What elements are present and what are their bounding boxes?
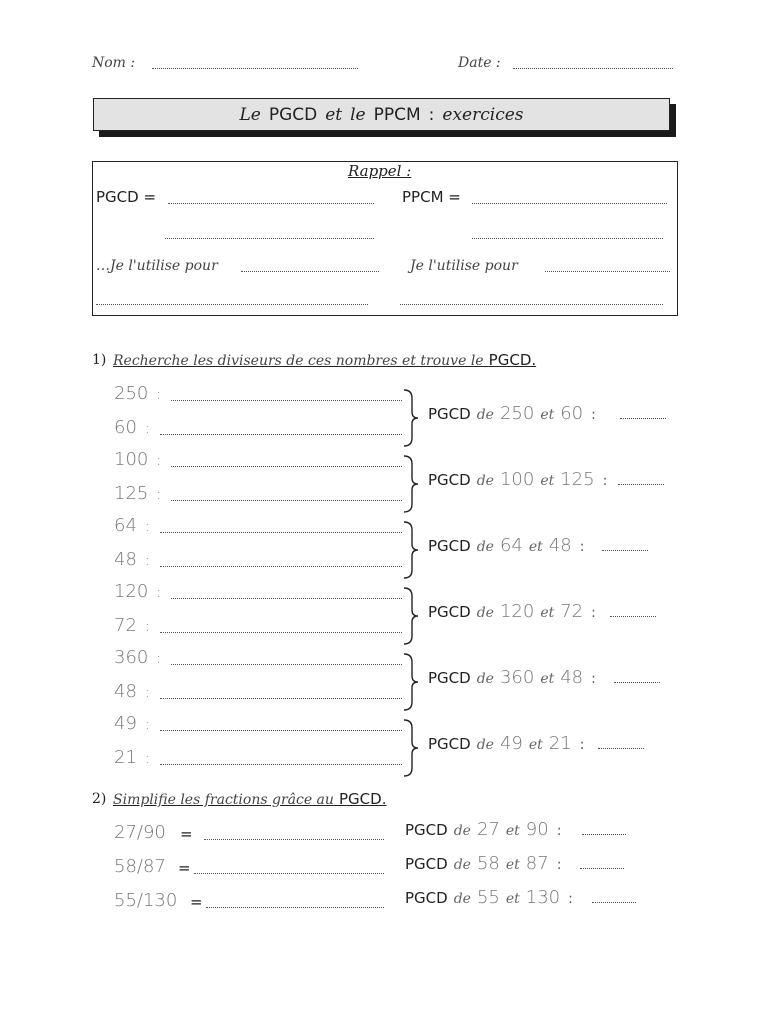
ppcm-definition-field-2[interactable]	[472, 238, 663, 239]
divisors-field[interactable]	[171, 500, 402, 501]
simplified-fraction-field[interactable]	[206, 907, 384, 908]
pgcd-definition-field-2[interactable]	[165, 238, 374, 239]
de-word: de	[476, 605, 494, 621]
ppcm-definition-label: PPCM =	[402, 188, 461, 206]
pgcd-use-field-2[interactable]	[96, 304, 368, 305]
name-field[interactable]	[152, 68, 358, 69]
ppcm-use-field-2[interactable]	[400, 304, 663, 305]
curly-brace-icon	[400, 520, 422, 580]
fraction-label: 27/90	[114, 822, 166, 843]
et-word: et	[540, 473, 555, 489]
pgcd-result	[428, 403, 596, 424]
number-label: 120 :	[114, 581, 162, 602]
divisors-field[interactable]	[171, 466, 402, 467]
number-b: 60	[560, 403, 584, 424]
date-label: Date :	[458, 55, 501, 71]
divisors-field[interactable]	[160, 730, 402, 731]
et-word: et	[505, 857, 520, 873]
curly-brace-icon	[400, 454, 422, 514]
colon-separator: :	[144, 553, 150, 569]
number-label: 360 :	[114, 647, 162, 668]
number-b: 48	[548, 535, 572, 556]
number-a: 360	[499, 667, 535, 688]
de-word: de	[476, 539, 494, 555]
ppcm-use-field[interactable]	[545, 271, 670, 272]
number-b: 72	[560, 601, 584, 622]
pgcd-word: PGCD	[428, 537, 471, 555]
colon-separator: :	[144, 751, 150, 767]
number-a: 120	[499, 601, 535, 622]
pgcd-answer-field[interactable]	[580, 868, 624, 869]
curly-brace-icon	[400, 718, 422, 778]
fraction-label: 55/130	[114, 890, 178, 911]
colon-separator: :	[144, 685, 150, 701]
pgcd-word: PGCD	[428, 405, 471, 423]
divisors-field[interactable]	[160, 566, 402, 567]
pgcd-result	[428, 469, 607, 490]
date-field[interactable]	[513, 68, 673, 69]
number-label: 100 :	[114, 449, 162, 470]
number-a: 55	[476, 887, 500, 908]
colon-separator: :	[156, 585, 162, 601]
et-word: et	[540, 605, 555, 621]
de-word: de	[476, 473, 494, 489]
pgcd-answer-field[interactable]	[614, 682, 660, 683]
colon-separator: :	[156, 487, 162, 503]
pgcd-result	[405, 887, 573, 908]
colon-separator: :	[568, 891, 573, 907]
exercise-1-number: 1)	[92, 352, 107, 368]
colon-separator: :	[144, 717, 150, 733]
pgcd-result	[428, 733, 584, 754]
number-label: 72 :	[114, 615, 150, 636]
title-banner	[93, 98, 670, 131]
colon-separator: :	[591, 671, 596, 687]
number-b: 87	[525, 853, 549, 874]
de-word: de	[453, 891, 471, 907]
number-a: 64	[499, 535, 523, 556]
equals-sign: =	[180, 825, 193, 843]
colon-separator: :	[556, 857, 562, 873]
number-b: 21	[548, 733, 572, 754]
ppcm-use-label: Je l'utilise pour	[410, 258, 518, 274]
rappel-heading: Rappel :	[348, 162, 412, 180]
divisors-field[interactable]	[160, 698, 402, 699]
number-label: 21 :	[114, 747, 150, 768]
de-word: de	[476, 671, 494, 687]
pgcd-definition-field[interactable]	[168, 203, 374, 204]
colon-separator: :	[602, 473, 608, 489]
number-b: 48	[560, 667, 584, 688]
pgcd-answer-field[interactable]	[592, 902, 636, 903]
pgcd-result	[428, 601, 596, 622]
pgcd-result	[405, 853, 561, 874]
et-word: et	[505, 891, 520, 907]
pgcd-use-field[interactable]	[241, 271, 379, 272]
pgcd-answer-field[interactable]	[620, 418, 666, 419]
curly-brace-icon	[400, 586, 422, 646]
colon-separator: :	[579, 737, 585, 753]
pgcd-answer-field[interactable]	[618, 484, 664, 485]
number-a: 250	[499, 403, 535, 424]
de-word: de	[453, 857, 471, 873]
pgcd-word: PGCD	[428, 669, 471, 687]
colon-separator: :	[156, 651, 162, 667]
page-title: Le PGCD et le PPCM : exercices	[93, 98, 670, 131]
number-a: 58	[476, 853, 500, 874]
colon-separator: :	[579, 539, 585, 555]
exercise-2-number: 2)	[92, 791, 107, 807]
et-word: et	[528, 737, 543, 753]
et-word: et	[540, 407, 555, 423]
ppcm-definition-field[interactable]	[472, 203, 667, 204]
pgcd-answer-field[interactable]	[610, 616, 656, 617]
de-word: de	[453, 823, 471, 839]
pgcd-word: PGCD	[428, 603, 471, 621]
colon-separator: :	[144, 421, 150, 437]
equals-sign: =	[178, 859, 191, 877]
colon-separator: :	[156, 453, 162, 469]
pgcd-word: PGCD	[405, 889, 448, 907]
pgcd-word: PGCD	[428, 735, 471, 753]
et-word: et	[540, 671, 555, 687]
divisors-field[interactable]	[160, 764, 402, 765]
simplified-fraction-field[interactable]	[194, 873, 384, 874]
curly-brace-icon	[400, 388, 422, 448]
number-b: 130	[525, 887, 561, 908]
divisors-field[interactable]	[171, 400, 402, 401]
exercise-1-instruction: Recherche les diviseurs de ces nombres et trouve le PGCD.	[113, 351, 537, 369]
number-label: 64 :	[114, 515, 150, 536]
colon-separator: :	[591, 407, 596, 423]
number-b: 125	[560, 469, 595, 490]
pgcd-definition-label: PGCD =	[96, 188, 157, 206]
colon-separator: :	[591, 605, 596, 621]
pgcd-answer-field[interactable]	[598, 748, 644, 749]
colon-separator: :	[156, 387, 162, 403]
de-word: de	[476, 737, 494, 753]
number-label: 48 :	[114, 549, 150, 570]
colon-separator: :	[144, 519, 150, 535]
colon-separator: :	[144, 619, 150, 635]
number-label: 250 :	[114, 383, 162, 404]
colon-separator: :	[556, 823, 562, 839]
et-word: et	[528, 539, 543, 555]
pgcd-word: PGCD	[405, 855, 448, 873]
de-word: de	[476, 407, 494, 423]
pgcd-use-label: …Je l'utilise pour	[96, 258, 218, 274]
pgcd-answer-field[interactable]	[602, 550, 648, 551]
divisors-field[interactable]	[160, 532, 402, 533]
pgcd-result	[405, 819, 561, 840]
divisors-field[interactable]	[171, 664, 402, 665]
number-label: 49 :	[114, 713, 150, 734]
fraction-label: 58/87	[114, 856, 166, 877]
pgcd-word: PGCD	[428, 471, 471, 489]
pgcd-answer-field[interactable]	[582, 834, 626, 835]
divisors-field[interactable]	[160, 434, 402, 435]
number-a: 49	[499, 733, 523, 754]
pgcd-result	[428, 535, 584, 556]
pgcd-word: PGCD	[405, 821, 448, 839]
pgcd-result	[428, 667, 596, 688]
simplified-fraction-field[interactable]	[204, 839, 384, 840]
number-a: 100	[499, 469, 535, 490]
equals-sign: =	[190, 893, 203, 911]
number-b: 90	[525, 819, 549, 840]
et-word: et	[505, 823, 520, 839]
number-label: 125 :	[114, 483, 162, 504]
curly-brace-icon	[400, 652, 422, 712]
number-label: 48 :	[114, 681, 150, 702]
number-label: 60 :	[114, 417, 150, 438]
divisors-field[interactable]	[171, 598, 402, 599]
name-label: Nom :	[92, 55, 136, 71]
number-a: 27	[476, 819, 500, 840]
divisors-field[interactable]	[160, 632, 402, 633]
exercise-2-instruction: Simplifie les fractions grâce au PGCD.	[113, 790, 387, 808]
